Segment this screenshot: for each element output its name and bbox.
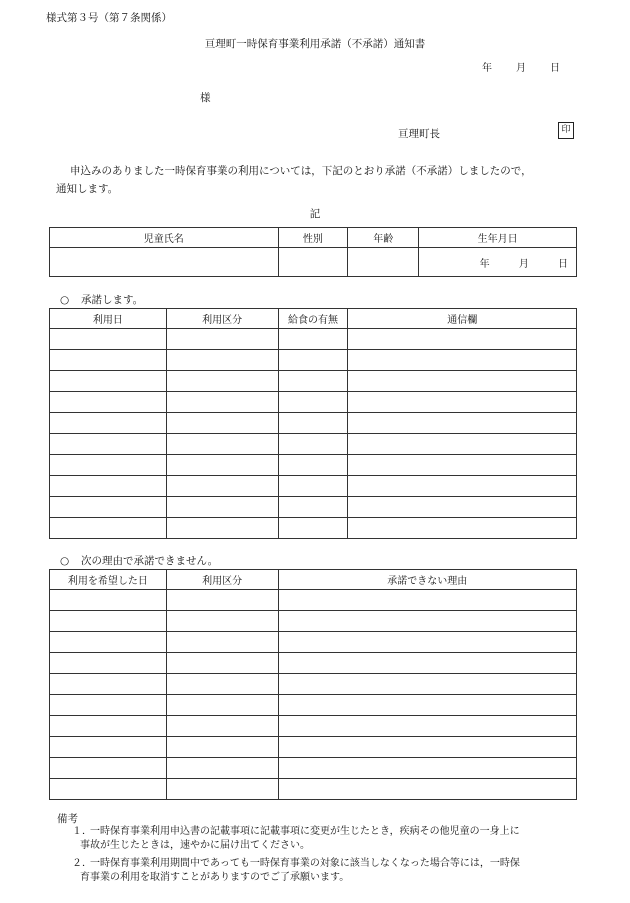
rejected-table-cell[interactable]	[50, 737, 167, 758]
header-birthdate: 生年月日	[419, 228, 577, 248]
rejected-table-cell[interactable]	[278, 632, 576, 653]
header-desired-date: 利用を希望した日	[50, 570, 167, 590]
approved-table-cell[interactable]	[278, 518, 348, 539]
child-info-table	[49, 227, 577, 277]
sex-cell[interactable]	[278, 248, 348, 277]
issue-date-year-label: 年	[482, 63, 492, 74]
header-child-name: 児童氏名	[50, 228, 279, 248]
rejected-table-row	[50, 590, 577, 611]
approved-heading-text: 承諾します。	[81, 294, 144, 306]
note-number: １．	[72, 826, 92, 837]
approved-table-cell[interactable]	[166, 371, 278, 392]
approved-table-row	[50, 434, 577, 455]
approved-table-cell[interactable]	[166, 497, 278, 518]
addressee-suffix: 様	[200, 92, 211, 104]
rejected-table-row	[50, 611, 577, 632]
rejected-table-cell[interactable]	[278, 590, 576, 611]
rejected-section-heading	[60, 553, 218, 568]
header-use-category: 利用区分	[166, 309, 278, 329]
header-sex: 性別	[278, 228, 348, 248]
approved-table-row	[50, 371, 577, 392]
notice-body	[56, 162, 580, 198]
rejected-table-cell[interactable]	[166, 779, 278, 800]
rejected-table-cell[interactable]	[278, 737, 576, 758]
birthdate-cell[interactable]	[419, 248, 577, 277]
approved-table-row	[50, 413, 577, 434]
rejected-table-cell[interactable]	[166, 695, 278, 716]
approved-table-cell[interactable]	[50, 413, 167, 434]
rejected-table-cell[interactable]	[278, 758, 576, 779]
approved-table-cell[interactable]	[166, 350, 278, 371]
approved-table-cell[interactable]	[278, 476, 348, 497]
approved-table-row	[50, 476, 577, 497]
approved-table-cell[interactable]	[166, 413, 278, 434]
form-number: 様式第３号（第７条関係）	[46, 12, 172, 24]
approved-table-cell[interactable]	[50, 497, 167, 518]
rejected-table-cell[interactable]	[50, 695, 167, 716]
rejected-table-cell[interactable]	[50, 653, 167, 674]
approved-table-row	[50, 497, 577, 518]
rejected-table-row	[50, 695, 577, 716]
approved-table-cell[interactable]	[348, 392, 577, 413]
header-rejection-reason: 承諾できない理由	[278, 570, 576, 590]
approved-table-cell[interactable]	[348, 434, 577, 455]
approved-table-cell[interactable]	[278, 497, 348, 518]
rejected-table	[49, 569, 577, 800]
approved-table-row	[50, 455, 577, 476]
approved-table-cell[interactable]	[50, 476, 167, 497]
approved-table-cell[interactable]	[50, 434, 167, 455]
rejected-table-cell[interactable]	[50, 611, 167, 632]
rejected-table-cell[interactable]	[278, 611, 576, 632]
approved-table-row	[50, 518, 577, 539]
rejected-table-body	[50, 590, 577, 800]
approved-table-cell[interactable]	[50, 518, 167, 539]
notice-body-line-2: 通知します。	[56, 183, 119, 195]
header-age: 年齢	[348, 228, 419, 248]
rejected-table-row	[50, 674, 577, 695]
notice-body-line-1: 申込みのありました一時保育事業の利用については，下記のとおり承諾（不承諾）しましたので，	[70, 165, 532, 177]
approved-table-cell[interactable]	[50, 350, 167, 371]
rejected-table-row	[50, 758, 577, 779]
child-name-cell[interactable]	[50, 248, 279, 277]
approved-table-cell[interactable]	[50, 329, 167, 350]
rejected-table-cell[interactable]	[278, 779, 576, 800]
note-text-line-1: 一時保育事業利用申込書の記載事項に記載事項に変更が生じたとき，疾病その他児童の一身上に	[90, 826, 520, 837]
approved-table-cell[interactable]	[278, 434, 348, 455]
rejected-table-cell[interactable]	[166, 590, 278, 611]
note-text-line-2: 事故が生じたときは，速やかに届け出てください。	[80, 840, 310, 851]
approved-table-cell[interactable]	[278, 392, 348, 413]
rejected-table-cell[interactable]	[278, 674, 576, 695]
rejected-heading-text: 次の理由で承諾できません。	[81, 555, 219, 567]
approved-table-cell[interactable]	[278, 329, 348, 350]
note-text-line-1: 一時保育事業利用期間中であっても一時保育事業の対象に該当しなくなった場合等には，一時保	[90, 858, 520, 869]
seal-box: 印	[558, 122, 574, 139]
note-item	[72, 857, 582, 885]
rejected-table-cell[interactable]	[166, 653, 278, 674]
rejected-table-cell[interactable]	[50, 779, 167, 800]
approved-table-cell[interactable]	[348, 350, 577, 371]
note-text-line-2: 育事業の利用を取消すことがありますのでご了承願います。	[80, 872, 350, 883]
approved-table-cell[interactable]	[348, 518, 577, 539]
child-table-header-row	[50, 228, 577, 248]
rejected-table-cell[interactable]	[50, 674, 167, 695]
header-meal: 給食の有無	[278, 309, 348, 329]
header-comments: 通信欄	[348, 309, 577, 329]
approved-table-cell[interactable]	[348, 329, 577, 350]
approved-table-cell[interactable]	[166, 518, 278, 539]
birth-month-label: 月	[518, 258, 529, 270]
approved-checkmark-circle[interactable]: ○	[60, 294, 70, 306]
approved-table-cell[interactable]	[166, 329, 278, 350]
rejected-table-cell[interactable]	[50, 590, 167, 611]
rejected-table-cell[interactable]	[166, 758, 278, 779]
header-use-category: 利用区分	[166, 570, 278, 590]
rejected-table-cell[interactable]	[166, 737, 278, 758]
approved-table-cell[interactable]	[50, 455, 167, 476]
rejected-table-row	[50, 653, 577, 674]
approved-table-cell[interactable]	[166, 455, 278, 476]
rejected-table-header-row	[50, 570, 577, 590]
rejected-table-row	[50, 737, 577, 758]
approved-table-cell[interactable]	[278, 455, 348, 476]
header-use-date: 利用日	[50, 309, 167, 329]
approved-table-cell[interactable]	[166, 392, 278, 413]
rejected-table-cell[interactable]	[166, 632, 278, 653]
approved-table-cell[interactable]	[278, 413, 348, 434]
rejected-table-cell[interactable]	[50, 716, 167, 737]
approved-table-row	[50, 350, 577, 371]
approved-table-row	[50, 392, 577, 413]
rejected-table-cell[interactable]	[278, 653, 576, 674]
approved-table-cell[interactable]	[348, 371, 577, 392]
rejected-table-row	[50, 779, 577, 800]
approved-table-cell[interactable]	[166, 476, 278, 497]
rejected-table-cell[interactable]	[50, 758, 167, 779]
note-number: ２．	[72, 858, 92, 869]
note-item	[72, 825, 582, 853]
rejected-table-cell[interactable]	[50, 632, 167, 653]
ki-heading: 記	[309, 208, 321, 220]
approved-table-cell[interactable]	[278, 371, 348, 392]
approved-table	[49, 308, 577, 539]
approved-table-body	[50, 329, 577, 539]
document-title: 亘理町一時保育事業利用承諾（不承諾）通知書	[204, 38, 426, 50]
approved-table-row	[50, 329, 577, 350]
rejected-table-cell[interactable]	[278, 716, 576, 737]
birth-day-label: 日	[558, 258, 568, 270]
rejected-table-cell[interactable]	[166, 674, 278, 695]
rejected-table-row	[50, 716, 577, 737]
approved-table-cell[interactable]	[278, 350, 348, 371]
rejected-table-cell[interactable]	[278, 695, 576, 716]
issue-date-day-label: 日	[550, 63, 560, 74]
approved-table-cell[interactable]	[348, 476, 577, 497]
approved-table-cell[interactable]	[50, 392, 167, 413]
rejected-table-row	[50, 632, 577, 653]
approved-table-cell[interactable]	[348, 413, 577, 434]
approved-table-cell[interactable]	[166, 434, 278, 455]
notes-title: 備考	[57, 813, 78, 825]
age-cell[interactable]	[348, 248, 419, 277]
rejected-table-cell[interactable]	[166, 611, 278, 632]
birth-year-label: 年	[479, 258, 490, 270]
approved-table-cell[interactable]	[348, 455, 577, 476]
issue-date-month-label: 月	[516, 63, 526, 74]
approved-table-header-row	[50, 309, 577, 329]
rejected-checkmark-circle[interactable]: ○	[60, 555, 70, 567]
rejected-table-cell[interactable]	[166, 716, 278, 737]
approved-table-cell[interactable]	[348, 497, 577, 518]
approved-section-heading	[60, 292, 143, 307]
issuer-name: 亘理町長	[398, 128, 440, 140]
approved-table-cell[interactable]	[50, 371, 167, 392]
child-table-input-row	[50, 248, 577, 277]
